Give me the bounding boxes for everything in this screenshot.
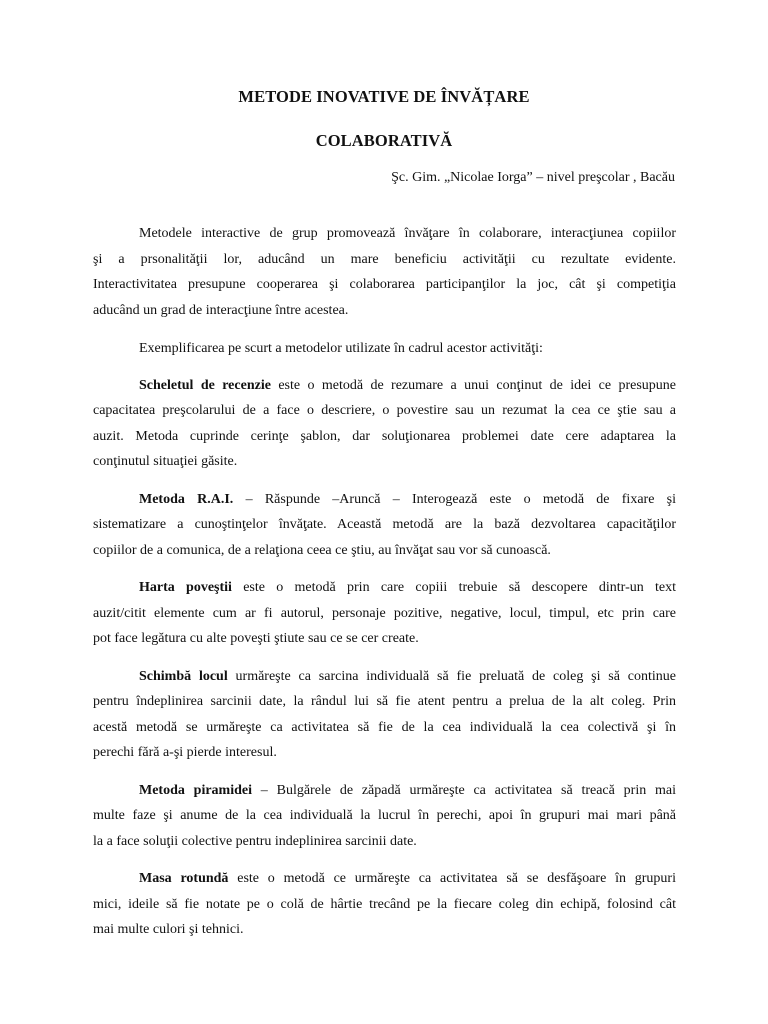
document-title-line2: COLABORATIVĂ (315, 131, 453, 150)
paragraph-line (93, 778, 676, 804)
paragraph-line: mai multe culori şi tehnici. (93, 922, 244, 937)
paragraph-line: pentru îndeplinirea sarcinii date, la rândul lui să fie atent pentru a prelua de la alt coleg. Prin (93, 694, 676, 709)
author-affiliation: Şc. Gim. „Nicolae Iorga” – nivel preşcolar , Bacău (391, 170, 675, 185)
paragraph-line: acestă metodă se urmăreşte ca activitatea să fie de la cea individuală la cea colectivă şi în (93, 719, 676, 735)
paragraph-line: auzit. Metoda cuprinde cerinţe şablon, dar soluţionarea problemei date cere adaptarea la (93, 428, 676, 444)
paragraph-line: capacitatea preşcolarului de a face o descriere, o povestire sau un rezumat la cea ce ştie sau a (93, 403, 676, 418)
paragraph-line: pot face legătura cu alte poveşti ştiute sau ce se cer create. (93, 631, 419, 646)
paragraph-piramida (93, 778, 676, 855)
paragraph-line: sistematizare a cunoştinţelor învăţate. Această metodă are la bază dezvoltarea capacităţilor (93, 517, 676, 532)
paragraph-schimba (93, 664, 676, 766)
paragraph-rai (93, 487, 676, 564)
paragraph-line: perechi fără a-şi pierde interesul. (93, 745, 277, 760)
paragraph-text: este o metodă ce urmăreşte ca activitatea să se desfăşoare în grupuri (228, 871, 676, 886)
paragraph-line: şi a prsonalităţii lor, aducând un mare beneficiu activităţii cu rezultate evidente. (93, 251, 676, 267)
paragraph-line: Metodele interactive de grup promovează învăţare în colaborare, interacţiunea copiilor (139, 226, 676, 241)
method-term: Masa rotundă (139, 871, 229, 886)
paragraph-intro (93, 221, 676, 323)
paragraph-text: – Răspunde –Aruncă – Interogează este o metodă de fixare şi (233, 491, 676, 507)
method-term: Metoda piramidei (139, 782, 253, 798)
document-title-line1: METODE INOVATIVE DE ÎNVĂȚARE (238, 87, 530, 106)
paragraph-line (93, 575, 676, 601)
paragraph-scheletul (93, 373, 676, 475)
document-body (93, 221, 676, 955)
paragraph-text: – Bulgărele de zăpadă urmăreşte ca activitatea să treacă prin mai (252, 782, 676, 798)
paragraph-line: aducând un grad de interacţiune între acestea. (93, 302, 349, 318)
paragraph-examples-intro (93, 336, 676, 362)
paragraph-line (93, 664, 676, 690)
paragraph-masa (93, 866, 676, 943)
paragraph-line: Exemplificarea pe scurt a metodelor utilizate în cadrul acestor activităţi: (139, 341, 543, 356)
method-term: Schimbă locul (139, 668, 228, 684)
paragraph-line (93, 866, 676, 892)
paragraph-line: la a face soluţii colective pentru indeplinirea sarcinii date. (93, 833, 417, 849)
paragraph-text: este o metodă prin care copiii trebuie să descopere dintr-un text (231, 580, 676, 595)
paragraph-line (93, 373, 676, 399)
paragraph-line (93, 487, 676, 513)
paragraph-line: mici, ideile să fie notate pe o colă de hârtie trecând pe la fiecare coleg din echipă, folosind cât (93, 896, 676, 912)
method-term: Scheletul de recenzie (139, 377, 271, 393)
method-term: Harta poveştii (139, 580, 232, 595)
paragraph-line: Interactivitatea presupune cooperarea şi colaborarea participanţilor la joc, cât şi competiţia (93, 277, 676, 292)
paragraph-line: conţinutul situaţiei găsite. (93, 454, 238, 469)
paragraph-line: copiilor de a comunica, de a relaţiona ceea ce ştiu, au învăţat sau vor să cunoască. (93, 542, 551, 558)
paragraph-harta (93, 575, 676, 652)
paragraph-text: este o metodă de rezumare a unui conţinut de idei ce presupune (270, 377, 676, 393)
paragraph-text: urmăreşte ca sarcina individuală să fie preluată de coleg şi să continue (227, 668, 676, 684)
paragraph-line: auzit/citit elemente cum ar fi autorul, personaje pozitive, negative, locul, timpul, etc prin care (93, 605, 676, 621)
method-term: Metoda R.A.I. (139, 491, 234, 507)
paragraph-line: multe faze şi anume de la cea individuală la lucrul în perechi, apoi în grupuri mai mari până (93, 808, 676, 823)
